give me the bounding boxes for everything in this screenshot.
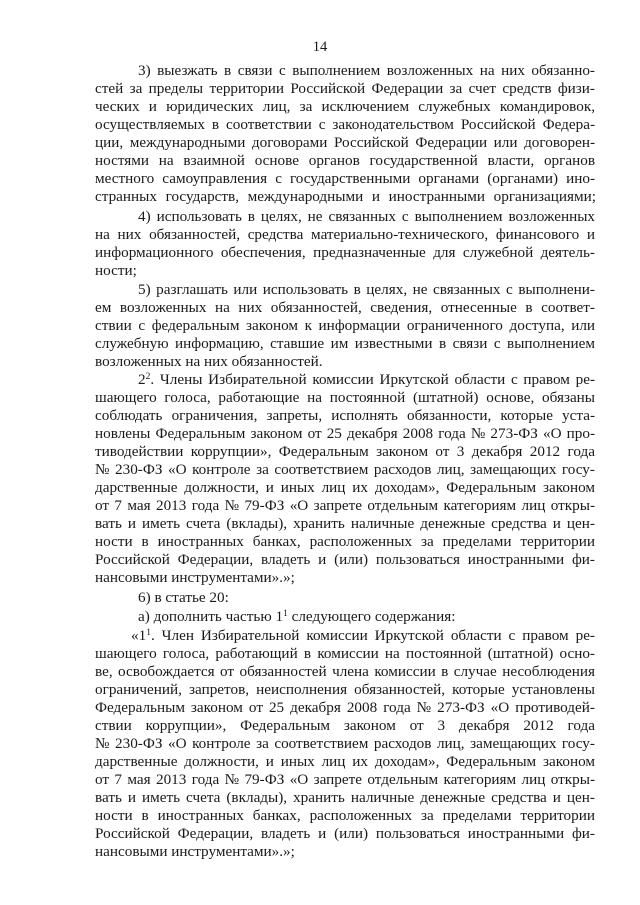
text-line: ности в иностранных банках, расположенных за пределами территории	[95, 807, 595, 824]
text-line: служебную информацию, ставшие им известными в связи с выполнением	[95, 335, 595, 352]
page-number: 14	[312, 39, 328, 55]
text-line: на них обязанностей, средства материально-технического, финансового и	[95, 226, 596, 243]
text-line: ности;	[95, 262, 137, 279]
text-line: местного самоуправления с государственными органами (органами) ино-	[95, 170, 596, 187]
text-line: стей за пределы территории Российской Федерации за счет средств физи-	[95, 80, 595, 97]
text-line: ностями на взаимной основе органов государственной власти, органов	[95, 152, 595, 169]
text-line: нансовыми инструментами».»;	[95, 843, 295, 860]
text-line: $2^2$. Члены Избирательной комиссии Иркутской области с правом ре-	[138, 371, 595, 388]
text-line: соблюдать ограничения, запреты, исполнять обязанности, которые уста-	[95, 407, 596, 424]
text-line: ве, освобождается от обязанностей члена комиссии в случае несоблюдения	[95, 663, 595, 680]
text-line: ограничений, запретов, неисполнения обязанностей, которые установлены	[95, 681, 596, 698]
text-line: шающего голоса, работающий в комиссии на постоянной (штатной) осно-	[95, 645, 595, 662]
text-line: от 7 мая 2013 года № 79-ФЗ «О запрете отдельным категориям лиц откры-	[95, 771, 595, 788]
text-line: № 230-ФЗ «О контроле за соответствием расходов лиц, замещающих госу-	[95, 461, 595, 478]
text-line: 3) выезжать в связи с выполнением возложенных на них обязанно-	[138, 62, 595, 79]
text-line: нансовыми инструментами».»;	[95, 569, 295, 586]
text-line: № 230-ФЗ «О контроле за соответствием расходов лиц, замещающих госу-	[95, 735, 595, 752]
text-line: шающего голоса, работающие на постоянной (штатной) основе, обязаны	[95, 389, 596, 406]
text-line: ности в иностранных банках, расположенных за пределами территории	[95, 533, 595, 550]
text-line: ции, международными договорами Российской Федерации или договорен-	[95, 134, 596, 151]
text-line: осуществляемых в соответствии с законодательством Российской Федера-	[95, 116, 596, 133]
text-line: 6) в статье 20:	[138, 589, 229, 606]
text-line: странных государств, международными и иностранными организациями;	[95, 188, 596, 205]
text-line: Федеральным законом от 25 декабря 2008 года № 273-ФЗ «О противодей-	[95, 699, 595, 716]
text-line: ствии коррупции», Федеральным законом от 3 декабря 2012 года	[95, 717, 595, 734]
text-line: Российской Федерации, владеть и (или) пользоваться иностранными фи-	[95, 825, 595, 842]
text-line: ствии с федеральным законом к информации ограниченного доступа, или	[95, 317, 596, 334]
text-line: вать и иметь счета (вклады), хранить наличные денежные средства и цен-	[95, 789, 595, 806]
text-line: вать и иметь счета (вклады), хранить наличные денежные средства и цен-	[95, 515, 595, 532]
text-line: ческих и юридических лиц, за исключением служебных командировок,	[95, 98, 596, 115]
text-line: ем возложенных на них обязанностей, сведения, отнесенные в соответ-	[95, 299, 595, 316]
text-line: тиводействии коррупции», Федеральным законом от 3 декабря 2012 года	[95, 443, 595, 460]
text-line: информационного обеспечения, предназначенные для служебной деятель-	[95, 244, 595, 261]
superscript: 1	[283, 609, 288, 619]
superscript: 2	[145, 372, 151, 382]
text-line: Российской Федерации, владеть и (или) пользоваться иностранными фи-	[95, 551, 595, 568]
text-line: дарственные должности, и иных лиц их доходам», Федеральным законом	[95, 479, 595, 496]
text-line: а) дополнить частью $1^1$ следующего содержания:	[138, 608, 456, 625]
text-line: новлены Федеральным законом от 25 декабря 2008 года № 273-ФЗ «О про-	[95, 425, 596, 442]
text-line: возложенных на них обязанностей.	[95, 353, 323, 370]
text-line: «$1^1$. Член Избирательной комиссии Иркутской области с правом ре-	[131, 627, 595, 644]
text-line: дарственные должности, и иных лиц их доходам», Федеральным законом	[95, 753, 595, 770]
text-line: 4) использовать в целях, не связанных с выполнением возложенных	[138, 208, 596, 225]
text-line: от 7 мая 2013 года № 79-ФЗ «О запрете отдельным категориям лиц откры-	[95, 497, 595, 514]
superscript: 1	[146, 628, 151, 638]
text-line: 5) разглашать или использовать в целях, не связанных с выполнени-	[138, 281, 595, 298]
